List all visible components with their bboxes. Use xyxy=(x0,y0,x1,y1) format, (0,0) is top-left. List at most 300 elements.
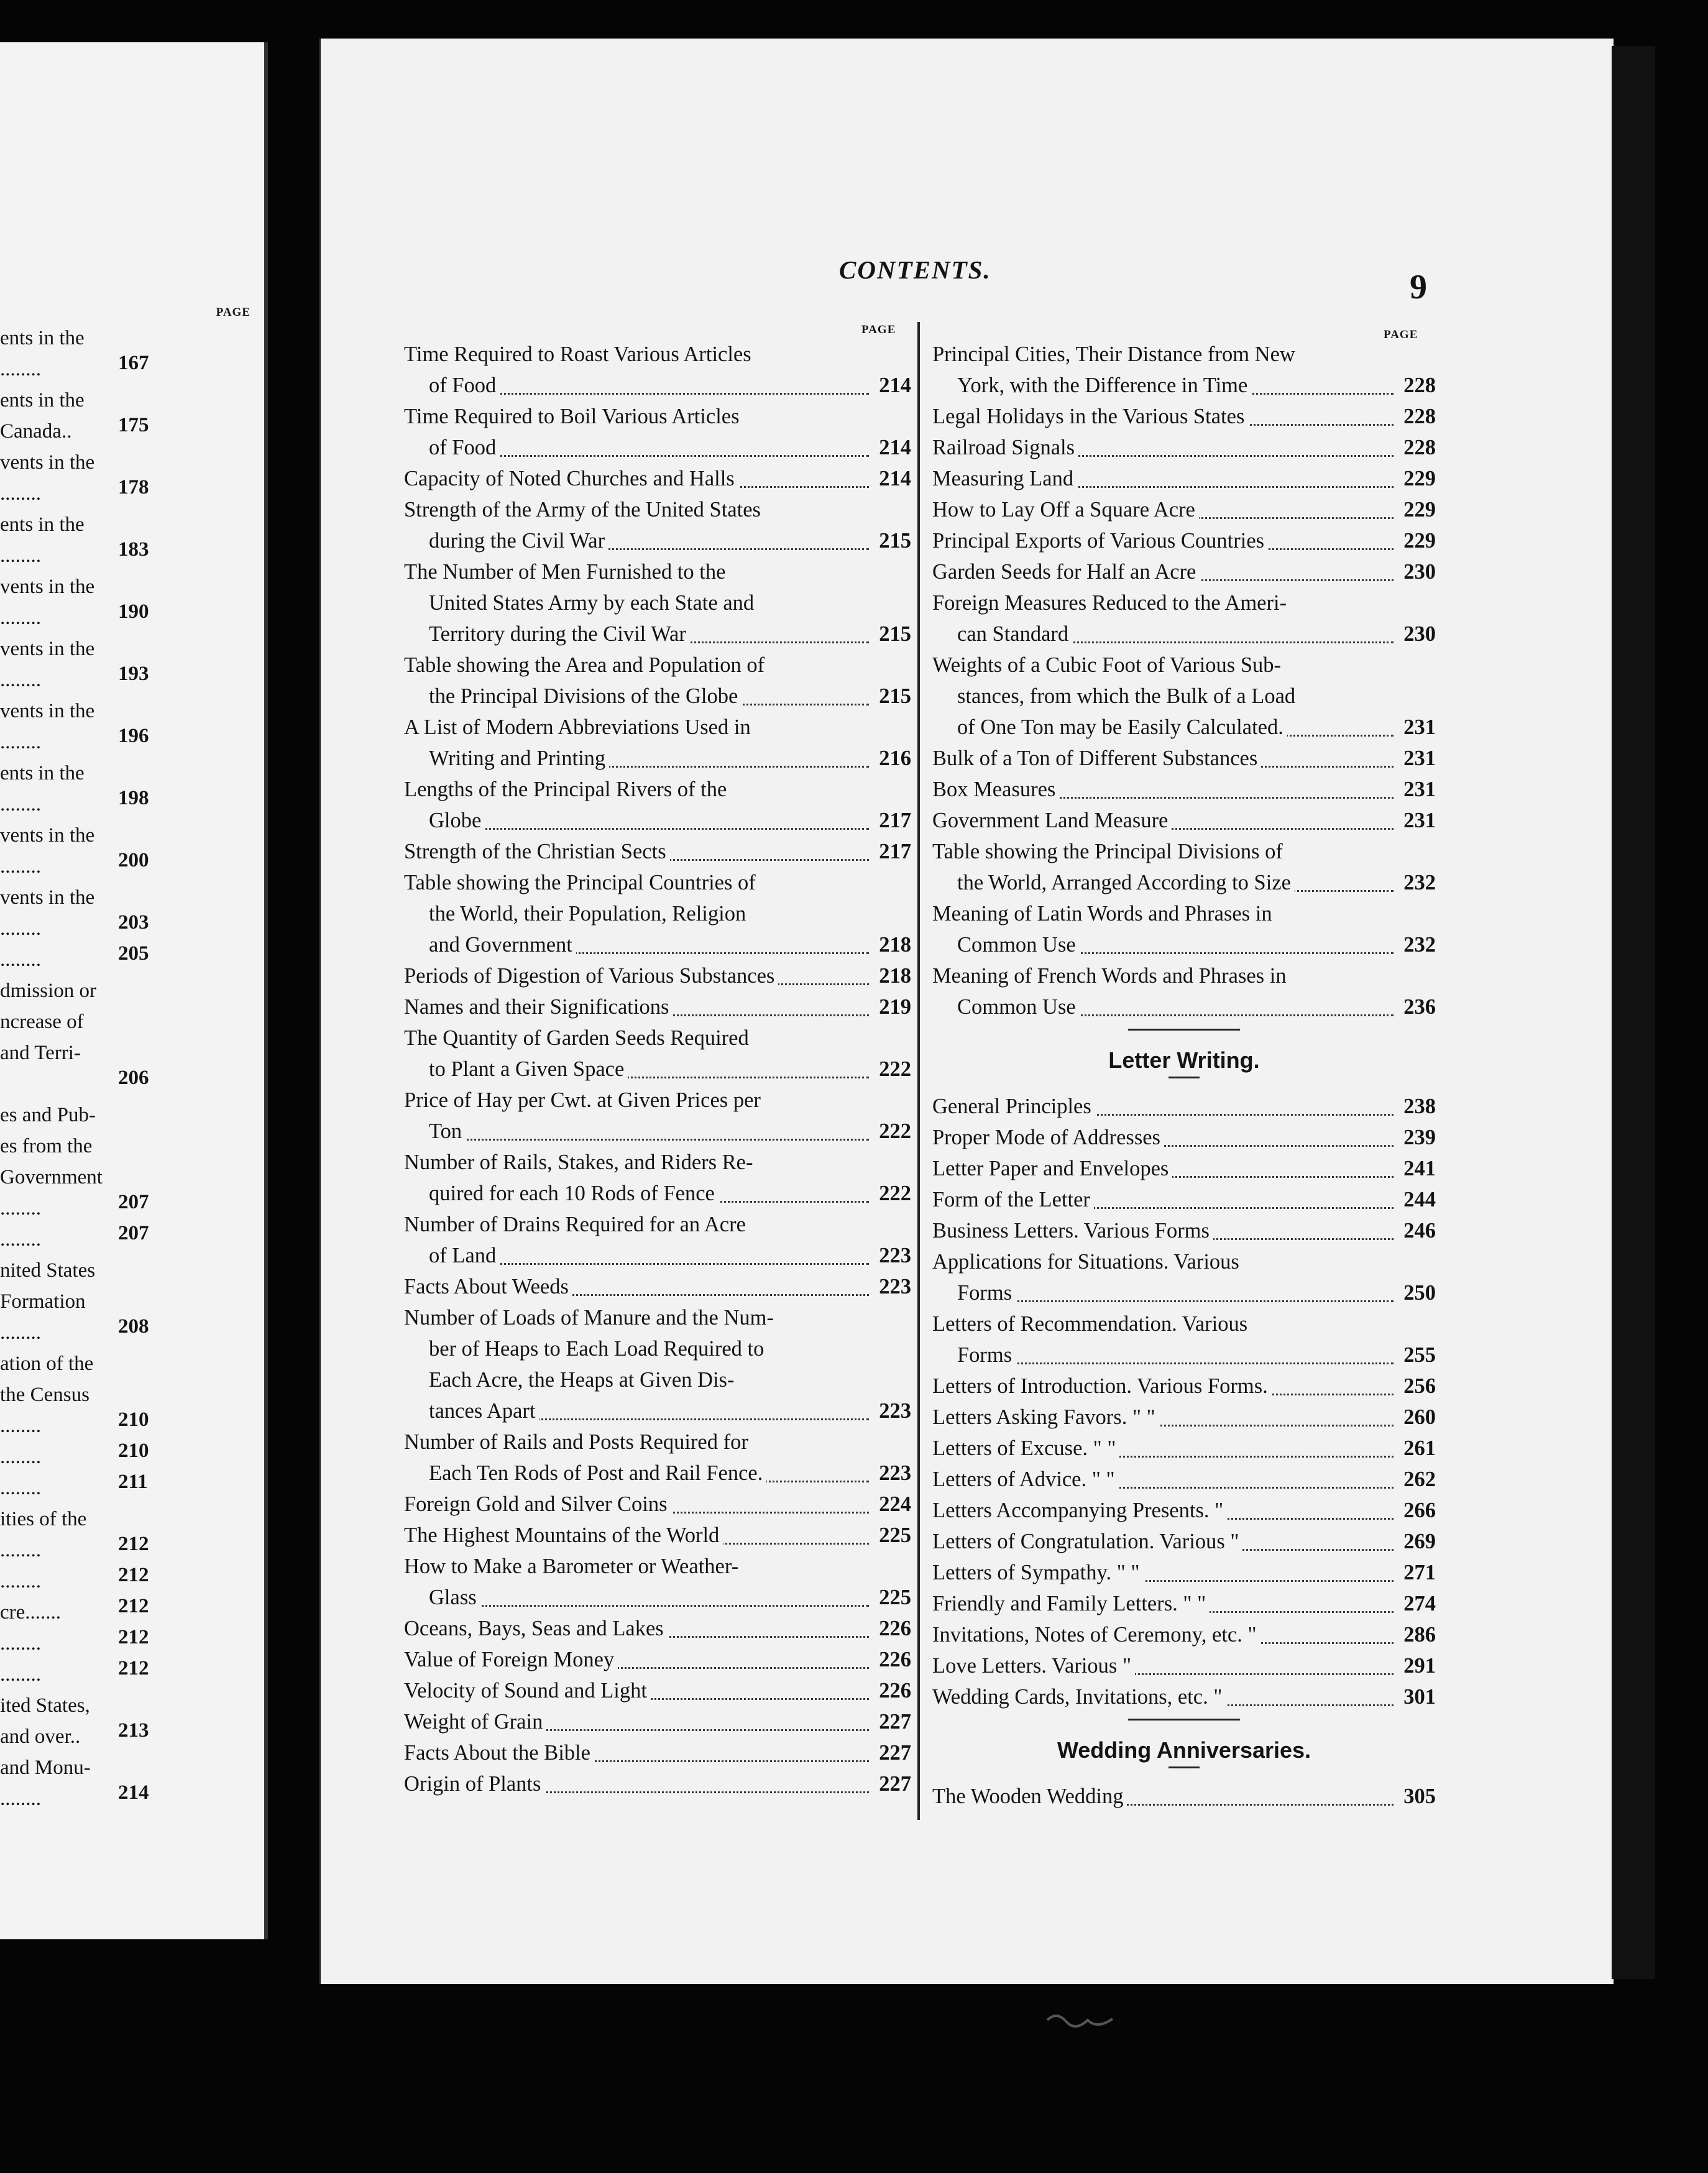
toc-entry-page: 241 xyxy=(1403,1157,1436,1180)
toc-entry-title: of Food xyxy=(429,436,500,459)
toc-entry-page: 291 xyxy=(1403,1654,1436,1678)
toc-entry-line: stances, from which the Bulk of a Load xyxy=(957,684,1296,708)
left-page-fragment: ........ xyxy=(0,731,41,753)
toc-entry xyxy=(404,1737,911,1768)
left-page-number: 207 xyxy=(118,1222,149,1244)
toc-entry-page: 219 xyxy=(879,995,911,1019)
left-page-number: 211 xyxy=(118,1471,148,1493)
left-page-fragment: ........ xyxy=(0,358,41,380)
toc-entry xyxy=(404,1768,911,1799)
left-page-fragment: ........ xyxy=(0,1321,41,1344)
toc-entry xyxy=(932,525,1436,556)
contents-right-column xyxy=(932,339,1436,1812)
left-page-fragment: ents in the xyxy=(0,389,85,411)
toc-entry-line: Table showing the Principal Divisions of xyxy=(932,840,1283,863)
toc-entry-title: York, with the Difference in Time xyxy=(957,374,1251,397)
toc-entry-page: 222 xyxy=(879,1119,911,1143)
toc-entry xyxy=(932,401,1436,432)
toc-entry-page: 215 xyxy=(879,622,911,646)
left-page-number: 212 xyxy=(118,1564,149,1586)
toc-entry xyxy=(932,494,1436,525)
left-page-fragment: vents in the xyxy=(0,451,95,474)
toc-entry-line: Principal Cities, Their Distance from New xyxy=(932,342,1295,366)
toc-entry-line: Number of Rails, Stakes, and Riders Re- xyxy=(404,1151,753,1174)
left-page-fragment: ents in the xyxy=(0,762,85,784)
toc-entry-page: 215 xyxy=(879,684,911,708)
toc-entry-title: How to Lay Off a Square Acre xyxy=(932,498,1199,521)
toc-entry-page: 229 xyxy=(1403,467,1436,490)
toc-entry-title: Territory during the Civil War xyxy=(429,622,690,646)
toc-entry-title: Letter Paper and Envelopes xyxy=(932,1157,1172,1180)
toc-entry-line: Letters of Recommendation. Various xyxy=(932,1312,1248,1336)
toc-entry-page: 236 xyxy=(1403,995,1436,1019)
toc-entry-title: Common Use xyxy=(957,933,1080,957)
toc-entry-page: 255 xyxy=(1403,1343,1436,1367)
toc-entry-title: and Government xyxy=(429,933,576,957)
toc-entry xyxy=(404,1613,911,1644)
toc-entry xyxy=(404,494,911,556)
left-page-fragment: ited States, xyxy=(0,1694,90,1717)
left-page-number: 193 xyxy=(118,663,149,685)
toc-entry-page: 227 xyxy=(879,1772,911,1796)
ink-mark xyxy=(1044,2008,1119,2033)
toc-entry-title: tances Apart xyxy=(429,1399,539,1423)
toc-entry-page: 222 xyxy=(879,1057,911,1081)
toc-entry-title: Letters of Sympathy. " " xyxy=(932,1561,1144,1584)
right-column-page-label: PAGE xyxy=(1384,328,1418,341)
toc-entry-page: 214 xyxy=(879,467,911,490)
toc-entry-title: Letters Accompanying Presents. " xyxy=(932,1499,1227,1522)
toc-entry xyxy=(404,1489,911,1520)
toc-entry xyxy=(932,1371,1436,1402)
toc-entry xyxy=(932,743,1436,774)
toc-entry-title: of One Ton may be Easily Calculated. xyxy=(957,715,1287,739)
toc-entry xyxy=(932,1246,1436,1308)
toc-entry-page: 230 xyxy=(1403,622,1436,646)
toc-entry-page: 229 xyxy=(1403,498,1436,521)
toc-entry-page: 225 xyxy=(879,1586,911,1609)
toc-entry xyxy=(404,1551,911,1613)
toc-entry-title: Box Measures xyxy=(932,778,1059,801)
section-heading: Wedding Anniversaries. xyxy=(1057,1737,1311,1763)
toc-entry-title: Form of the Letter xyxy=(932,1188,1094,1211)
toc-entry-title: Foreign Gold and Silver Coins xyxy=(404,1492,671,1516)
toc-entry-page: 224 xyxy=(879,1492,911,1516)
toc-entry-page: 261 xyxy=(1403,1436,1436,1460)
page-number: 9 xyxy=(1410,268,1427,306)
toc-entry-page: 214 xyxy=(879,374,911,397)
toc-entry-title: the World, Arranged According to Size xyxy=(957,871,1295,894)
toc-entry-title: Letters of Advice. " " xyxy=(932,1468,1119,1491)
toc-entry-title: Capacity of Noted Churches and Halls xyxy=(404,467,738,490)
toc-entry-page: 222 xyxy=(879,1182,911,1205)
toc-entry xyxy=(932,1526,1436,1557)
toc-entry xyxy=(932,463,1436,494)
toc-entry xyxy=(932,898,1436,960)
toc-entry-page: 214 xyxy=(879,436,911,459)
section-rule xyxy=(1169,1766,1200,1768)
toc-entry-page: 215 xyxy=(879,529,911,553)
toc-entry xyxy=(932,1588,1436,1619)
left-page-fragment: ........ xyxy=(0,544,41,567)
toc-entry xyxy=(404,401,911,463)
toc-entry-title: Names and their Significations xyxy=(404,995,673,1019)
toc-entry-page: 226 xyxy=(879,1679,911,1702)
left-page-fragment: ities of the xyxy=(0,1508,87,1530)
left-page-number: 198 xyxy=(118,787,149,809)
toc-entry-page: 239 xyxy=(1403,1126,1436,1149)
toc-entry-page: 228 xyxy=(1403,374,1436,397)
toc-entry-title: during the Civil War xyxy=(429,529,608,553)
toc-entry-page: 227 xyxy=(879,1710,911,1734)
left-page-fragment: vents in the xyxy=(0,638,95,660)
toc-entry-title: Letters of Excuse. " " xyxy=(932,1436,1119,1460)
toc-entry-line: Price of Hay per Cwt. at Given Prices per xyxy=(404,1088,761,1112)
toc-entry-title: Writing and Printing xyxy=(429,747,609,770)
toc-entry xyxy=(404,712,911,774)
left-page-number: 200 xyxy=(118,849,149,871)
toc-entry xyxy=(932,650,1436,743)
toc-entry-title: General Principles xyxy=(932,1095,1095,1118)
toc-entry-line: Number of Drains Required for an Acre xyxy=(404,1213,746,1236)
left-page-fragment: Government xyxy=(0,1166,103,1188)
toc-entry-title: The Highest Mountains of the World xyxy=(404,1523,723,1547)
toc-entry-line: Meaning of Latin Words and Phrases in xyxy=(932,902,1272,926)
toc-entry-page: 231 xyxy=(1403,715,1436,739)
toc-entry-title: Letters of Congratulation. Various " xyxy=(932,1530,1242,1553)
toc-entry xyxy=(404,1302,911,1426)
toc-entry-line: the World, their Population, Religion xyxy=(429,902,746,926)
toc-entry-title: Strength of the Christian Sects xyxy=(404,840,670,863)
toc-entry-title: Business Letters. Various Forms xyxy=(932,1219,1213,1243)
left-page-fragment: ........ xyxy=(0,1477,41,1499)
left-page-number: 167 xyxy=(118,352,149,374)
toc-entry-line: Foreign Measures Reduced to the Ameri- xyxy=(932,591,1287,615)
toc-entry-line: Each Acre, the Heaps at Given Dis- xyxy=(429,1368,735,1392)
toc-entry-title: Forms xyxy=(957,1281,1016,1305)
toc-entry xyxy=(404,1675,911,1706)
toc-entry xyxy=(932,1122,1436,1153)
left-page-fragment: and over.. xyxy=(0,1725,81,1748)
left-page-fragment: vents in the xyxy=(0,700,95,722)
toc-entry-page: 226 xyxy=(879,1617,911,1640)
toc-entry-title: Wedding Cards, Invitations, etc. " xyxy=(932,1685,1226,1709)
left-page-fragment: cre....... xyxy=(0,1601,62,1624)
toc-entry-page: 256 xyxy=(1403,1374,1436,1398)
toc-entry-page: 218 xyxy=(879,964,911,988)
toc-entry-title: Government Land Measure xyxy=(932,809,1172,832)
toc-entry xyxy=(932,1184,1436,1215)
toc-entry-title: Principal Exports of Various Countries xyxy=(932,529,1268,553)
book-edge xyxy=(1612,46,1655,1979)
toc-entry-title: Legal Holidays in the Various States xyxy=(932,405,1248,428)
toc-entry xyxy=(932,432,1436,463)
toc-entry-title: Railroad Signals xyxy=(932,436,1078,459)
toc-entry-line: United States Army by each State and xyxy=(429,591,755,615)
toc-entry xyxy=(932,1681,1436,1712)
left-page-fragment: ........ xyxy=(0,1632,41,1655)
toc-entry-page: 230 xyxy=(1403,560,1436,584)
toc-entry xyxy=(932,774,1436,805)
leader-dots xyxy=(429,1605,869,1607)
toc-entry xyxy=(932,339,1436,401)
left-page-fragment: ents in the xyxy=(0,513,85,536)
left-page-fragment: ........ xyxy=(0,669,41,691)
toc-entry-title: Invitations, Notes of Ceremony, etc. " xyxy=(932,1623,1260,1647)
toc-entry xyxy=(932,1215,1436,1246)
left-page-fragment: ........ xyxy=(0,917,41,940)
section-rule xyxy=(1128,1719,1240,1720)
toc-entry-line: Meaning of French Words and Phrases in xyxy=(932,964,1287,988)
left-page-fragment: es from the xyxy=(0,1135,93,1157)
left-page-fragment: ........ xyxy=(0,1197,41,1220)
toc-entry xyxy=(932,1153,1436,1184)
left-page-fragment: vents in the xyxy=(0,886,95,909)
left-page-number: 207 xyxy=(118,1191,149,1213)
left-page-number: 208 xyxy=(118,1315,149,1338)
toc-entry-line: ber of Heaps to Each Load Required to xyxy=(429,1337,764,1361)
left-page-number: 206 xyxy=(118,1067,149,1089)
toc-entry-title: Each Ten Rods of Post and Rail Fence. xyxy=(429,1461,766,1485)
toc-entry xyxy=(404,1426,911,1489)
left-page-number: 203 xyxy=(118,911,149,934)
toc-entry xyxy=(404,463,911,494)
left-page-fragment: vents in the xyxy=(0,824,95,847)
toc-entry-page: 238 xyxy=(1403,1095,1436,1118)
toc-entry-title: Forms xyxy=(957,1343,1016,1367)
toc-entry xyxy=(404,1520,911,1551)
running-head: CONTENTS. xyxy=(839,255,991,284)
left-page-fragment: Canada.. xyxy=(0,420,72,443)
toc-entry-page: 262 xyxy=(1403,1468,1436,1491)
toc-entry-page: 286 xyxy=(1403,1623,1436,1647)
toc-entry-title: Love Letters. Various " xyxy=(932,1654,1135,1678)
section-rule xyxy=(1128,1029,1240,1031)
toc-entry-title: Common Use xyxy=(957,995,1080,1019)
toc-entry-title: quired for each 10 Rods of Fence xyxy=(429,1182,719,1205)
toc-entry xyxy=(404,1706,911,1737)
toc-entry-line: The Quantity of Garden Seeds Required xyxy=(404,1026,749,1050)
left-page-fragment: ........ xyxy=(0,1446,41,1468)
toc-entry-page: 231 xyxy=(1403,778,1436,801)
toc-entry-page: 228 xyxy=(1403,436,1436,459)
left-page-number: 212 xyxy=(118,1533,149,1555)
left-page-fragment: Formation xyxy=(0,1290,86,1313)
toc-entry-title: Facts About Weeds xyxy=(404,1275,572,1298)
leader-dots xyxy=(957,1300,1393,1302)
left-page-number: 190 xyxy=(118,600,149,623)
toc-entry-title: Globe xyxy=(429,809,485,832)
toc-entry-line: Strength of the Army of the United States xyxy=(404,498,761,521)
toc-entry xyxy=(404,1209,911,1271)
toc-entry-page: 250 xyxy=(1403,1281,1436,1305)
toc-entry xyxy=(404,774,911,836)
toc-entry xyxy=(932,1091,1436,1122)
toc-entry-title: Ton xyxy=(429,1119,466,1143)
toc-entry-title: Letters Asking Favors. " " xyxy=(932,1405,1159,1429)
toc-entry xyxy=(404,556,911,650)
toc-entry xyxy=(932,587,1436,650)
left-page-number: 212 xyxy=(118,1595,149,1617)
toc-entry-title: Periods of Digestion of Various Substances xyxy=(404,964,778,988)
toc-entry-page: 229 xyxy=(1403,529,1436,553)
left-page-fragment: ........ xyxy=(0,1788,41,1810)
toc-entry-title: of Food xyxy=(429,374,500,397)
left-page-fragment: and Monu- xyxy=(0,1757,91,1779)
toc-entry xyxy=(932,1402,1436,1433)
toc-entry xyxy=(404,991,911,1022)
left-column-page-label: PAGE xyxy=(861,323,896,336)
left-page-fragment: vents in the xyxy=(0,576,95,598)
toc-entry-page: 246 xyxy=(1403,1219,1436,1243)
toc-entry-page: 223 xyxy=(879,1399,911,1423)
toc-entry-page: 269 xyxy=(1403,1530,1436,1553)
left-page-fragment: nited States xyxy=(0,1259,96,1282)
left-page-fragment: ........ xyxy=(0,1663,41,1686)
toc-entry-page: 223 xyxy=(879,1461,911,1485)
toc-entry-title: Bulk of a Ton of Different Substances xyxy=(932,747,1261,770)
toc-entry-title: the Principal Divisions of the Globe xyxy=(429,684,742,708)
toc-entry-page: 231 xyxy=(1403,747,1436,770)
toc-entry-title: Garden Seeds for Half an Acre xyxy=(932,560,1200,584)
toc-entry xyxy=(932,1308,1436,1371)
toc-entry xyxy=(932,556,1436,587)
left-page-fragment: ation of the xyxy=(0,1353,94,1375)
toc-entry-page: 223 xyxy=(879,1244,911,1267)
toc-entry-page: 225 xyxy=(879,1523,911,1547)
left-page-number: 213 xyxy=(118,1719,149,1742)
left-page-number: 178 xyxy=(118,476,149,498)
left-page-number: 212 xyxy=(118,1626,149,1648)
toc-entry-title: Oceans, Bays, Seas and Lakes xyxy=(404,1617,668,1640)
toc-entry-title: Origin of Plants xyxy=(404,1772,544,1796)
toc-entry xyxy=(932,1557,1436,1588)
toc-entry xyxy=(932,1433,1436,1464)
toc-entry-page: 217 xyxy=(879,809,911,832)
toc-entry-page: 217 xyxy=(879,840,911,863)
toc-entry-page: 244 xyxy=(1403,1188,1436,1211)
toc-entry-title: to Plant a Given Space xyxy=(429,1057,628,1081)
toc-entry xyxy=(404,960,911,991)
toc-entry xyxy=(404,339,911,401)
toc-entry-line: How to Make a Barometer or Weather- xyxy=(404,1555,739,1578)
left-page-number: 175 xyxy=(118,414,149,436)
left-page-fragment: ........ xyxy=(0,1570,41,1592)
toc-entry xyxy=(404,867,911,960)
column-divider xyxy=(917,322,920,1820)
toc-entry xyxy=(404,1271,911,1302)
left-page-fragment: ........ xyxy=(0,793,41,815)
leader-dots xyxy=(957,1362,1393,1364)
left-page-fragment: ents in the xyxy=(0,327,85,349)
toc-entry-page: 305 xyxy=(1403,1785,1436,1808)
contents-left-column xyxy=(404,339,911,1799)
toc-entry-title: Facts About the Bible xyxy=(404,1741,594,1765)
facing-page-left xyxy=(0,42,268,1939)
left-page-number: 214 xyxy=(118,1781,149,1804)
toc-entry-page: 232 xyxy=(1403,933,1436,957)
left-page-number: 212 xyxy=(118,1657,149,1679)
toc-entry-page: 231 xyxy=(1403,809,1436,832)
toc-entry-page: 232 xyxy=(1403,871,1436,894)
toc-entry-line: Table showing the Principal Countries of xyxy=(404,871,756,894)
left-page-fragment: the Census xyxy=(0,1384,90,1406)
left-page-fragment: and Terri- xyxy=(0,1042,81,1064)
toc-entry-page: 271 xyxy=(1403,1561,1436,1584)
leader-dots xyxy=(429,828,869,830)
left-page-fragment: ........ xyxy=(0,1228,41,1251)
toc-entry-line: Table showing the Area and Population of xyxy=(404,653,765,677)
left-page-number: 183 xyxy=(118,538,149,561)
toc-entry-line: Time Required to Boil Various Articles xyxy=(404,405,740,428)
toc-entry-page: 266 xyxy=(1403,1499,1436,1522)
toc-entry-title: Value of Foreign Money xyxy=(404,1648,618,1671)
toc-entry-page: 274 xyxy=(1403,1592,1436,1615)
toc-entry-title: of Land xyxy=(429,1244,500,1267)
left-page-number: 210 xyxy=(118,1408,149,1431)
toc-entry-line: Lengths of the Principal Rivers of the xyxy=(404,778,727,801)
toc-entry-page: 223 xyxy=(879,1275,911,1298)
toc-entry-line: Number of Rails and Posts Required for xyxy=(404,1430,748,1454)
toc-entry-page: 218 xyxy=(879,933,911,957)
left-page-fragment: ........ xyxy=(0,482,41,505)
toc-entry-title: Weight of Grain xyxy=(404,1710,546,1734)
toc-entry-line: The Number of Men Furnished to the xyxy=(404,560,726,584)
toc-entry xyxy=(932,960,1436,1022)
left-page-fragment: ........ xyxy=(0,855,41,878)
toc-entry-line: Number of Loads of Manure and the Num- xyxy=(404,1306,774,1330)
toc-entry xyxy=(932,1781,1436,1812)
section-rule xyxy=(1169,1077,1200,1078)
left-page-fragment: ........ xyxy=(0,1539,41,1561)
left-page-number: 210 xyxy=(118,1440,149,1462)
toc-entry-page: 227 xyxy=(879,1741,911,1765)
toc-entry xyxy=(404,836,911,867)
toc-entry-page: 216 xyxy=(879,747,911,770)
toc-entry-title: Proper Mode of Addresses xyxy=(932,1126,1164,1149)
left-page-fragment: ........ xyxy=(0,607,41,629)
toc-entry-title: can Standard xyxy=(957,622,1072,646)
toc-entry-page: 260 xyxy=(1403,1405,1436,1429)
toc-entry xyxy=(932,805,1436,836)
toc-entry-line: Time Required to Roast Various Articles xyxy=(404,342,751,366)
toc-entry-page: 228 xyxy=(1403,405,1436,428)
toc-entry xyxy=(404,1147,911,1209)
toc-entry-page: 301 xyxy=(1403,1685,1436,1709)
toc-entry xyxy=(404,650,911,712)
toc-entry-title: The Wooden Wedding xyxy=(932,1785,1127,1808)
left-page-fragment: ncrease of xyxy=(0,1011,84,1033)
toc-entry-title: Velocity of Sound and Light xyxy=(404,1679,651,1702)
toc-entry xyxy=(404,1022,911,1085)
toc-entry-line: A List of Modern Abbreviations Used in xyxy=(404,715,751,739)
toc-entry xyxy=(932,1619,1436,1650)
left-page-fragment: ........ xyxy=(0,1415,41,1437)
toc-entry xyxy=(404,1644,911,1675)
left-page-fragment: ........ xyxy=(0,949,41,971)
toc-entry-title: Letters of Introduction. Various Forms. xyxy=(932,1374,1272,1398)
left-page-fragment: es and Pub- xyxy=(0,1104,96,1126)
left-page-number: 205 xyxy=(118,942,149,965)
left-page-number: 196 xyxy=(118,725,149,747)
toc-entry xyxy=(404,1085,911,1147)
toc-entry xyxy=(932,1495,1436,1526)
left-page-fragment: dmission or xyxy=(0,980,96,1002)
toc-entry-title: Measuring Land xyxy=(932,467,1077,490)
toc-entry xyxy=(932,836,1436,898)
toc-entry xyxy=(932,1650,1436,1681)
toc-entry-line: Weights of a Cubic Foot of Various Sub- xyxy=(932,653,1282,677)
